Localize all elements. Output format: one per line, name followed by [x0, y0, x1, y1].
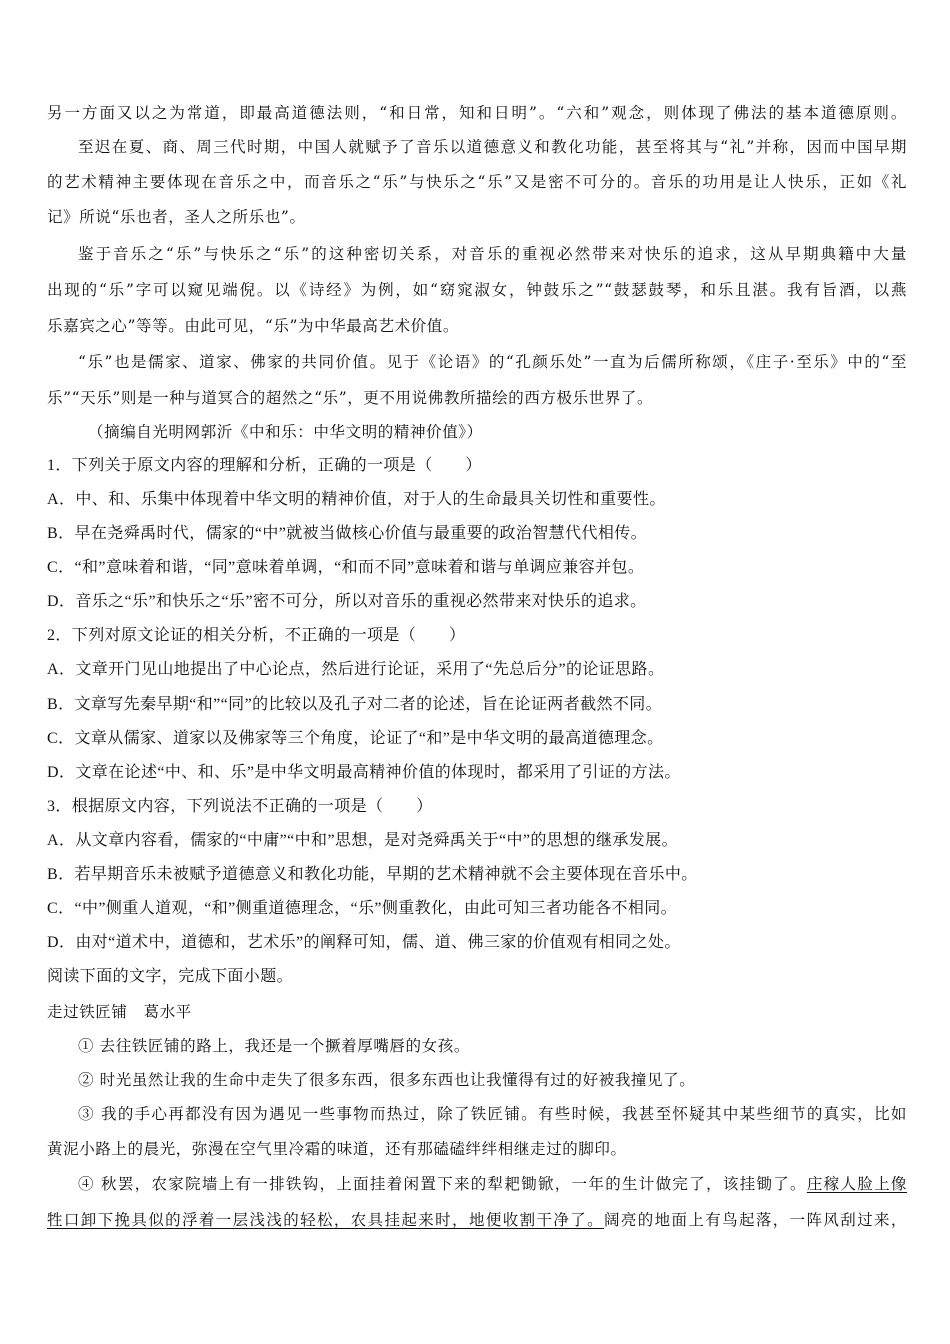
question-option: C．“和”意味着和谐，“同”意味着单调，“和而不同”意味着和谐与单调应兼容并包。 — [47, 559, 645, 576]
story-paragraph — [78, 1174, 907, 1194]
reading-instruction: 阅读下面的文字，完成下面小题。 — [47, 968, 294, 985]
question-option: C．文章从儒家、道家以及佛家等三个角度，论证了“和”是中华文明的最高道德理念。 — [47, 730, 664, 747]
question-option: D．由对“道术中，道德和，艺术乐”的阐释可知，儒、道、佛三家的价值观有相同之处。 — [47, 934, 681, 951]
question-option: D．文章在论述“中、和、乐”是中华文明最高精神价值的体现时，都采用了引证的方法。 — [47, 764, 681, 781]
question-option: C．“中”侧重人道观，“和”侧重道德理念，“乐”侧重教化，由此可知三者功能各不相同。 — [47, 900, 678, 917]
story-paragraph: ③ 我的手心再都没有因为遇见一些事物而热过，除了铁匠铺。有些时候，我甚至怀疑其中某些细节的真实，比如 — [78, 1105, 907, 1123]
story-paragraph — [47, 1210, 907, 1230]
question-option: A．文章开门见山地提出了中心论点，然后进行论证，采用了“先总后分”的论证思路。 — [47, 661, 665, 678]
question-stem: 1．下列关于原文内容的理解和分析，正确的一项是（ ） — [47, 457, 482, 474]
question-option: A．中、和、乐集中体现着中华文明的精神价值，对于人的生命最具关切性和重要性。 — [47, 491, 666, 508]
article-line: 记》所说“乐也者，圣人之所乐也”。 — [47, 208, 306, 226]
question-option: B．文章写先秦早期“和”“同”的比较以及孔子对二者的论述，旨在论证两者截然不同。 — [47, 696, 663, 713]
question-option: A．从文章内容看，儒家的“中庸”“中和”思想，是对尧舜禹关于“中”的思想的继承发展。 — [47, 832, 678, 849]
story-title: 走过铁匠铺 葛水平 — [47, 1003, 192, 1021]
article-line: 鉴于音乐之“乐”与快乐之“乐”的这种密切关系，对音乐的重视必然带来对快乐的追求，这从早期典籍中大量 — [78, 245, 907, 263]
underlined-sentence: 牲口卸下挽具似的浮着一层浅浅的轻松，农具挂起来时，地便收割干净了。 — [47, 1211, 604, 1229]
story-paragraph: 黄泥小路上的晨光，弥漫在空气里冷霜的味道，还有那磕磕绊绊相继走过的脚印。 — [47, 1140, 627, 1158]
story-text: 阔亮的地面上有鸟起落，一阵风刮过来， — [603, 1211, 907, 1229]
question-option: B．若早期音乐未被赋予道德意义和教化功能，早期的艺术精神就不会主要体现在音乐中。 — [47, 866, 698, 883]
underlined-sentence: 庄稼人脸上像 — [806, 1175, 907, 1193]
question-option: B．早在尧舜禹时代，儒家的“中”就被当做核心价值与最重要的政治智慧代代相传。 — [47, 525, 648, 542]
article-line: 的艺术精神主要体现在音乐之中，而音乐之“乐”与快乐之“乐”又是密不可分的。音乐的功用是让人快乐，正如《礼 — [47, 173, 907, 191]
article-line: “乐”也是儒家、道家、佛家的共同价值。见于《论语》的“孔颜乐处”一直为后儒所称颂，《庄子·至乐》中的“至 — [78, 353, 907, 371]
story-paragraph: ② 时光虽然让我的生命中走失了很多东西，很多东西也让我懂得有过的好被我撞见了。 — [78, 1071, 696, 1089]
question-stem: 2．下列对原文论证的相关分析，不正确的一项是（ ） — [47, 627, 466, 644]
article-line: 至迟在夏、商、周三代时期，中国人就赋予了音乐以道德意义和教化功能，甚至将其与“礼”并称，因而中国早期 — [78, 138, 907, 156]
article-line: 另一方面又以之为常道，即最高道德法则，“和日常，知和日明”。“六和”观念，则体现了佛法的基本道德原则。 — [47, 104, 907, 122]
article-source: （摘编自光明网郭沂《中和乐：中华文明的精神价值》） — [88, 423, 483, 441]
article-line: 乐”“天乐”则是一种与道冥合的超然之“乐”，更不用说佛教所描绘的西方极乐世界了。 — [47, 389, 654, 407]
question-option: D．音乐之“乐”和快乐之“乐”密不可分，所以对音乐的重视必然带来对快乐的追求。 — [47, 593, 647, 610]
question-stem: 3．根据原文内容，下列说法不正确的一项是（ ） — [47, 798, 433, 815]
story-text: ④ 秋罢，农家院墙上有一排铁钩，上面挂着闲置下来的犁耙锄锨，一年的生计做完了，该挂锄了。 — [78, 1175, 807, 1193]
article-line: 出现的“乐”字可以窥见端倪。以《诗经》为例，如“窈窕淑女，钟鼓乐之”“鼓瑟鼓琴，和乐且湛。我有旨酒，以燕 — [47, 281, 907, 299]
story-paragraph: ① 去往铁匠铺的路上，我还是一个撅着厚嘴唇的女孩。 — [78, 1037, 470, 1055]
article-line: 乐嘉宾之心”等等。由此可见，“乐”为中华最高艺术价值。 — [47, 317, 459, 335]
